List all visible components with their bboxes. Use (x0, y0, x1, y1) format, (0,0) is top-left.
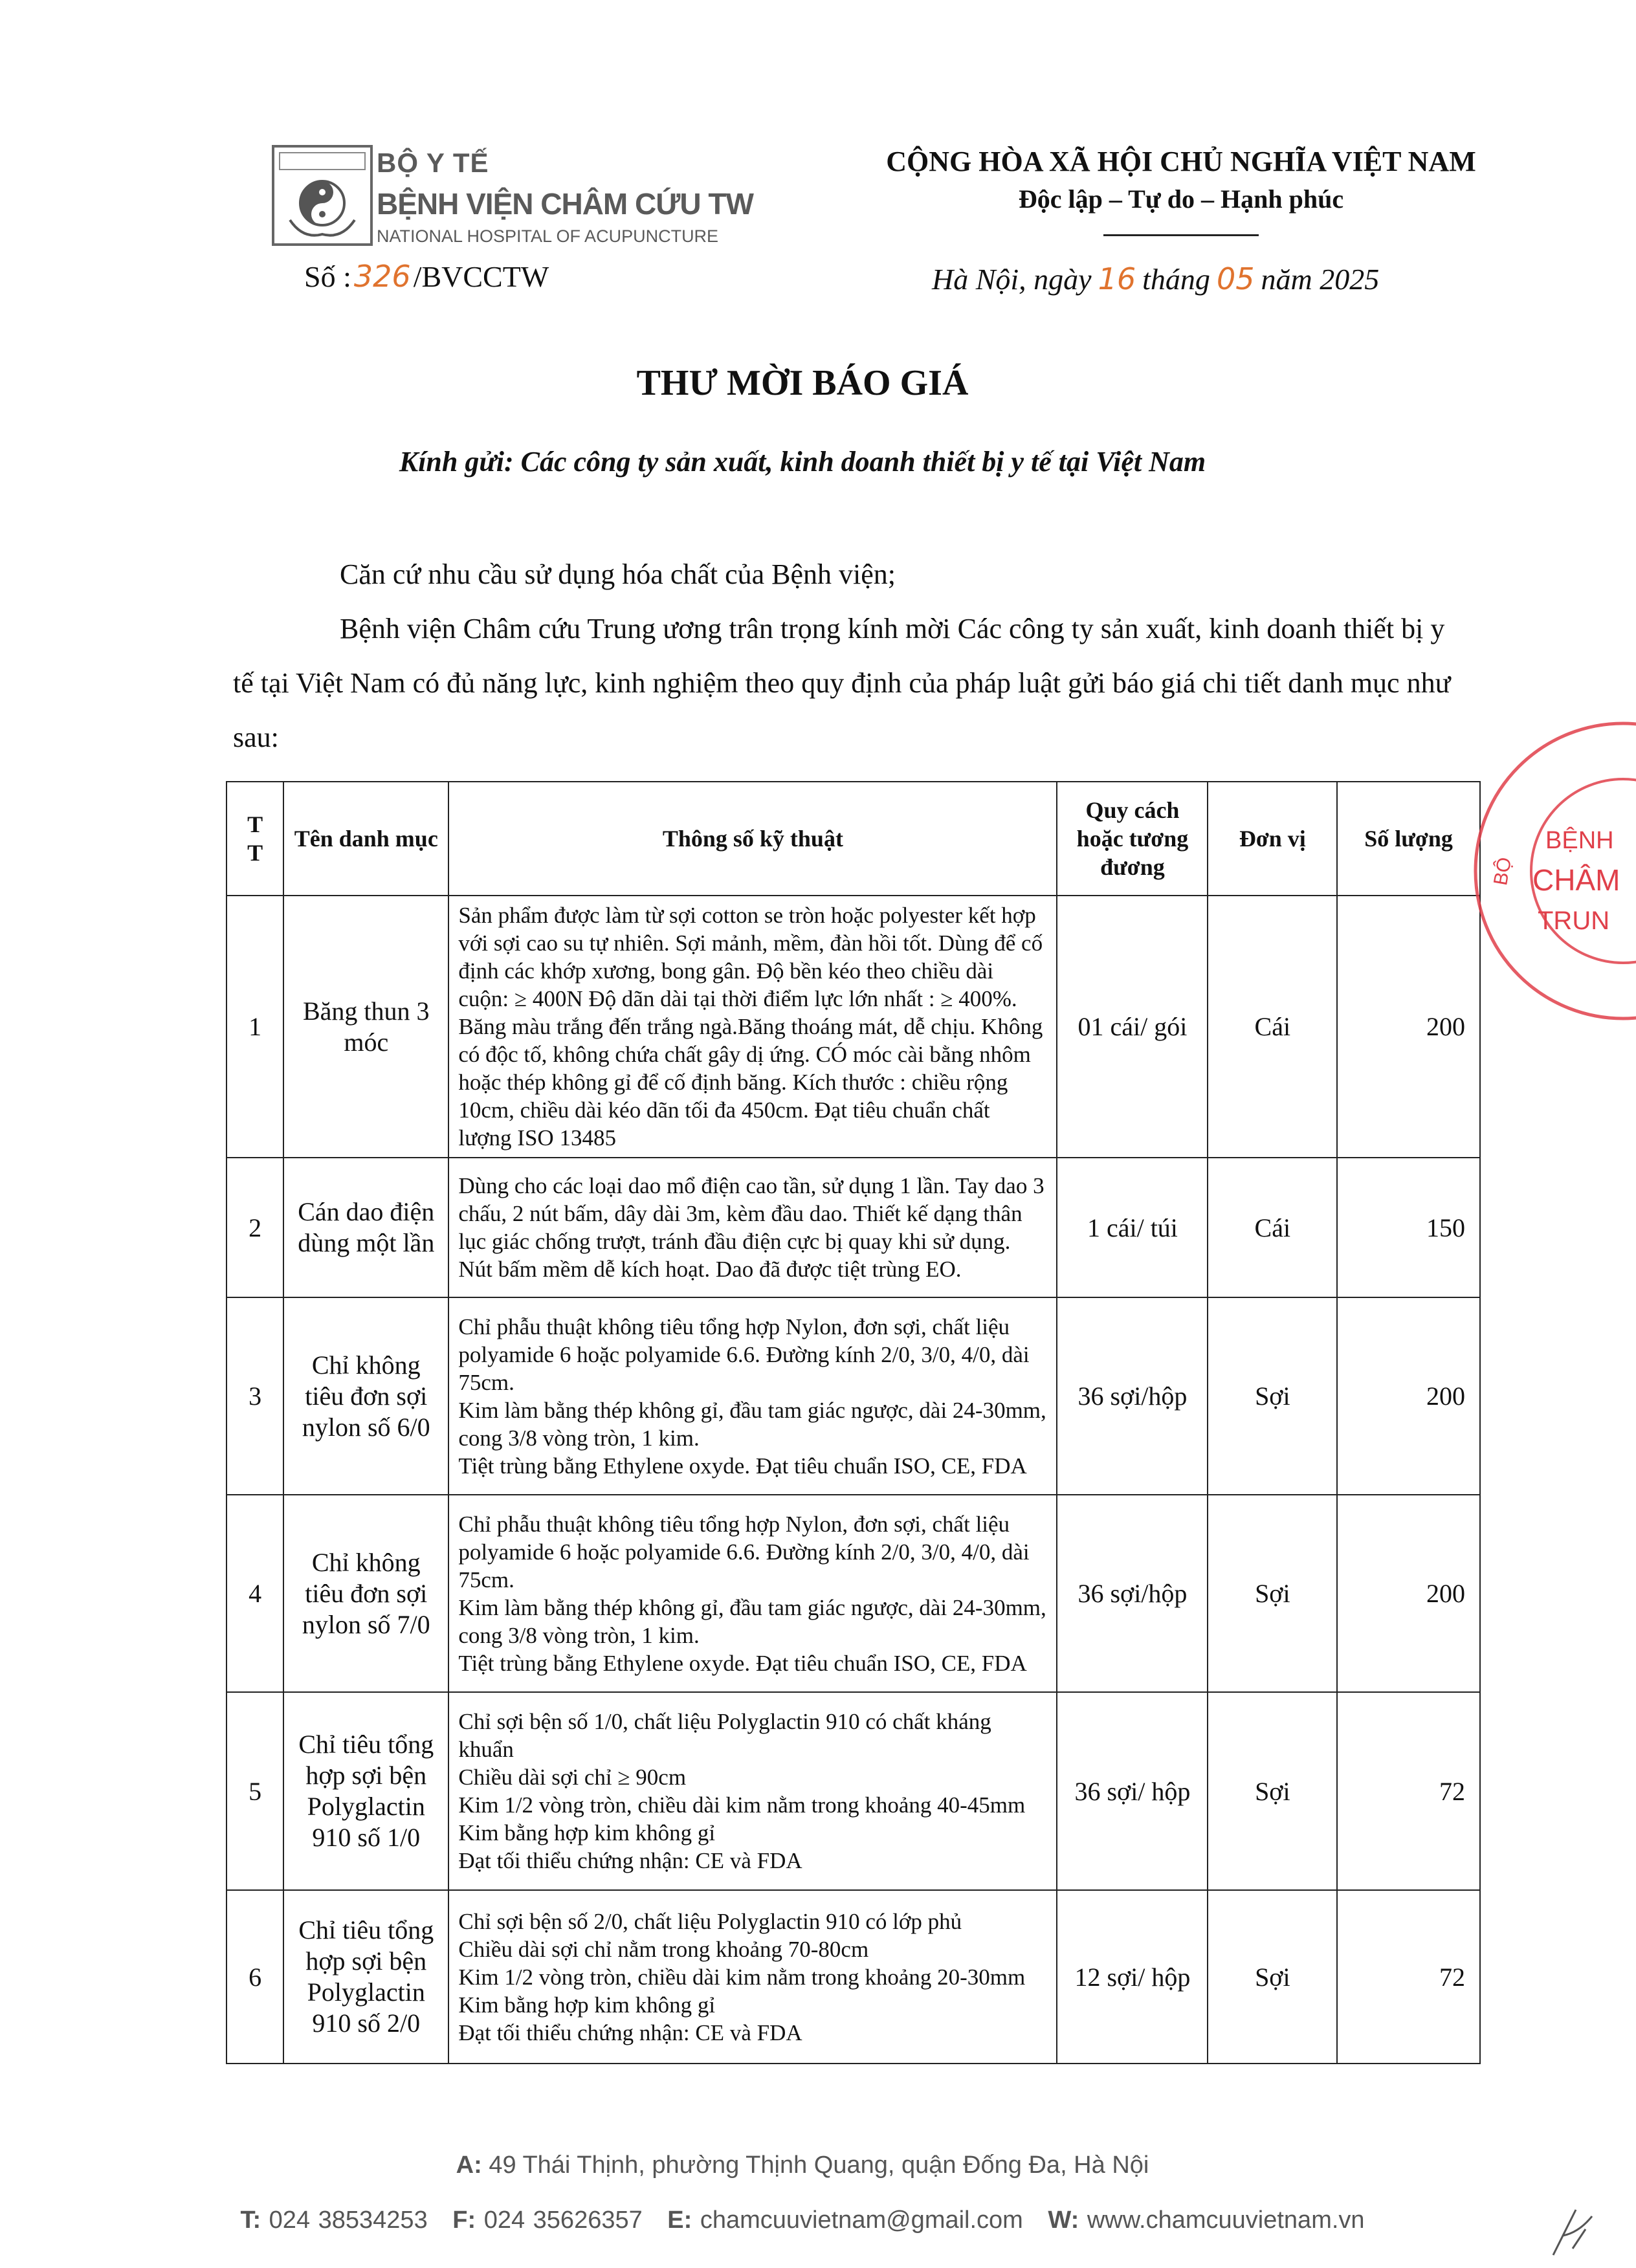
spec-line: Tiệt trùng bằng Ethylene oxyde. Đạt tiêu chuẩn ISO, CE, FDA (458, 1453, 1027, 1479)
national-motto: Độc lập – Tự do – Hạnh phúc (1018, 184, 1344, 214)
row-tt: 5 (227, 1692, 283, 1890)
spec-line: Kim bằng hợp kim không gỉ (458, 1820, 716, 1845)
body-paragraph-1: Căn cứ nhu cầu sử dụng hóa chất của Bệnh viện; (340, 558, 896, 590)
org-hospital-name: BỆNH VIỆN CHÂM CỨU TW (377, 187, 753, 221)
tel-value: 024 38534253 (269, 2207, 428, 2234)
doc-no-suffix: /BVCCTW (413, 260, 549, 293)
row-spec: Sản phẩm được làm từ sợi cotton se tròn hoặc polyester kết hợp với sợi cao su tự nhiên. Sợi mảnh, mềm, đàn hồi tốt. Dùng để cố định các khớp xương, bong gân. Độ bền kéo theo chiều dài cuộn: ≥ 400N Độ dãn dài tại thời điểm lực lớn nhất : ≥ 400%. Băng màu trắng đến trắng ngà.Băng thoáng mát, dễ chịu. Không có độc tố, không chứa chất gây dị ứng. CÓ móc cài bằng nhôm hoặc thép không gỉ để cố định băng. Kích thước : chiều rộng 10cm, chiều dài kéo dãn tối đa 450cm. Đạt tiêu chuẩn chất lượng ISO 13485 (448, 896, 1057, 1158)
spec-line: Kim 1/2 vòng tròn, chiều dài kim nằm trong khoảng 20-30mm (458, 1964, 1026, 1990)
row-name: Chỉ tiêu tổng hợp sợi bện Polyglactin 910 số 2/0 (283, 1890, 448, 2064)
header-qty: Số lượng (1337, 782, 1480, 896)
row-name: Chỉ tiêu tổng hợp sợi bện Polyglactin 910 số 1/0 (283, 1692, 448, 1890)
row-pack: 1 cái/ túi (1057, 1158, 1208, 1297)
row-tt: 2 (227, 1158, 283, 1297)
header-spec: Thông số kỹ thuật (448, 782, 1057, 896)
row-qty: 200 (1337, 896, 1480, 1158)
row-unit: Cái (1208, 1158, 1337, 1297)
spec-line: Đạt tối thiểu chứng nhận: CE và FDA (458, 2020, 802, 2045)
motto-underline (1103, 234, 1259, 236)
row-unit: Cái (1208, 896, 1337, 1158)
document-number (304, 259, 549, 294)
row-tt: 4 (227, 1495, 283, 1692)
spec-line: Chiều dài sợi chỉ ≥ 90cm (458, 1765, 687, 1790)
row-spec (448, 1890, 1057, 2064)
spec-line: Tiệt trùng bằng Ethylene oxyde. Đạt tiêu chuẩn ISO, CE, FDA (458, 1650, 1027, 1676)
row-pack: 01 cái/ gói (1057, 896, 1208, 1158)
row-pack: 36 sợi/hộp (1057, 1495, 1208, 1692)
body-paragraph-2: Bệnh viện Châm cứu Trung ương trân trọng kính mời Các công ty sản xuất, kinh doanh thiết bị y tế tại Việt Nam có đủ năng lực, kinh nghiệm theo quy định của pháp luật gửi báo giá chi tiết danh mục như sau: (233, 613, 1451, 753)
item-table (226, 781, 1481, 2064)
web-label: W: (1048, 2207, 1079, 2234)
initials-signature (1547, 2203, 1598, 2262)
hospital-logo (271, 144, 374, 247)
table-row (227, 896, 1480, 1158)
row-qty: 72 (1337, 1890, 1480, 2064)
row-tt: 3 (227, 1297, 283, 1495)
table-row (227, 1297, 1480, 1495)
document-title: THƯ MỜI BÁO GIÁ (636, 363, 969, 403)
table-row (227, 1158, 1480, 1297)
row-name: Chỉ không tiêu đơn sợi nylon số 7/0 (283, 1495, 448, 1692)
row-unit: Sợi (1208, 1495, 1337, 1692)
header-name: Tên danh mục (283, 782, 448, 896)
seal-text-2: CHÂM (1532, 863, 1620, 897)
seal-text-1: BỆNH (1545, 827, 1614, 854)
table-header-row (227, 782, 1480, 896)
fax-label: F: (452, 2207, 476, 2234)
doc-no-handwritten: 326 (353, 259, 411, 294)
email-value: chamcuuvietnam@gmail.com (700, 2207, 1023, 2234)
row-pack: 12 sợi/ hộp (1057, 1890, 1208, 2064)
footer-address (0, 2152, 1605, 2179)
header-pack: Quy cách hoặc tương đương (1057, 782, 1208, 896)
spec-line: Chỉ sợi bện số 1/0, chất liệu Polyglactin 910 có chất kháng khuẩn (458, 1709, 991, 1762)
address-label: A: (456, 2152, 482, 2179)
date-year: năm 2025 (1261, 263, 1380, 296)
date-month: 05 (1216, 261, 1255, 296)
spec-line: Kim 1/2 vòng tròn, chiều dài kim nằm trong khoảng 40-45mm (458, 1792, 1026, 1818)
table-row (227, 1692, 1480, 1890)
row-tt: 1 (227, 896, 283, 1158)
date-place: Hà Nội, ngày (932, 263, 1092, 296)
row-spec: Dùng cho các loại dao mổ điện cao tần, sử dụng 1 lần. Tay dao 3 chấu, 2 nút bấm, dây dài 3m, kèm đầu dao. Thiết kế dạng thân lục giác chống trượt, tránh đầu điện cực bị quay khi sử dụng. Nút bấm mềm dễ kích hoạt. Dao đã được tiệt trùng EO. (448, 1158, 1057, 1297)
spec-line: Chỉ sợi bện số 2/0, chất liệu Polyglactin 910 có lớp phủ (458, 1908, 962, 1934)
org-ministry: BỘ Y TẾ (377, 148, 489, 178)
row-qty: 200 (1337, 1297, 1480, 1495)
recipient-line: Kính gửi: Các công ty sản xuất, kinh doanh thiết bị y tế tại Việt Nam (399, 446, 1206, 478)
doc-no-prefix: Số : (304, 260, 351, 293)
row-unit: Sợi (1208, 1692, 1337, 1890)
place-date (932, 261, 1379, 296)
footer-contacts (0, 2207, 1605, 2234)
row-spec (448, 1297, 1057, 1495)
row-unit: Sợi (1208, 1297, 1337, 1495)
row-pack: 36 sợi/ hộp (1057, 1692, 1208, 1890)
spec-line: Chỉ phẫu thuật không tiêu tổng hợp Nylon, đơn sợi, chất liệu polyamide 6 hoặc polyamide 6.6. Đường kính 2/0, 3/0, 4/0, dài 75cm. (458, 1314, 1030, 1395)
row-spec (448, 1495, 1057, 1692)
spec-line: Chỉ phẫu thuật không tiêu tổng hợp Nylon, đơn sợi, chất liệu polyamide 6 hoặc polyamide 6.6. Đường kính 2/0, 3/0, 4/0, dài 75cm. (458, 1511, 1030, 1592)
spec-line: Kim làm bằng thép không gỉ, đầu tam giác ngược, dài 24-30mm, cong 3/8 vòng tròn, 1 kim. (458, 1594, 1046, 1648)
address-value: 49 Thái Thịnh, phường Thịnh Quang, quận Đống Đa, Hà Nội (489, 2152, 1149, 2179)
national-title: CỘNG HÒA XÃ HỘI CHỦ NGHĨA VIỆT NAM (886, 146, 1476, 177)
table-row (227, 1495, 1480, 1692)
tel-label: T: (240, 2207, 261, 2234)
official-seal-stamp (1468, 703, 1636, 1039)
spec-line: Đạt tối thiểu chứng nhận: CE và FDA (458, 1848, 802, 1873)
row-name: Cán dao điện dùng một lần (283, 1158, 448, 1297)
row-qty: 72 (1337, 1692, 1480, 1890)
fax-value: 024 35626357 (483, 2207, 643, 2234)
spec-line: Kim bằng hợp kim không gỉ (458, 1992, 716, 2018)
row-name: Băng thun 3 móc (283, 896, 448, 1158)
date-day: 16 (1098, 261, 1136, 296)
spec-line: Kim làm bằng thép không gỉ, đầu tam giác ngược, dài 24-30mm, cong 3/8 vòng tròn, 1 kim. (458, 1397, 1046, 1451)
row-pack: 36 sợi/hộp (1057, 1297, 1208, 1495)
header-tt: T T (227, 782, 283, 896)
row-tt: 6 (227, 1890, 283, 2064)
seal-text-3: TRUN (1538, 907, 1610, 935)
web-value: www.chamcuuvietnam.vn (1087, 2207, 1365, 2234)
row-unit: Sợi (1208, 1890, 1337, 2064)
org-hospital-english: NATIONAL HOSPITAL OF ACUPUNCTURE (377, 226, 719, 246)
email-label: E: (667, 2207, 692, 2234)
row-name: Chỉ không tiêu đơn sợi nylon số 6/0 (283, 1297, 448, 1495)
header-unit: Đơn vị (1208, 782, 1337, 896)
row-spec (448, 1692, 1057, 1890)
date-month-label: tháng (1142, 263, 1210, 296)
row-qty: 200 (1337, 1495, 1480, 1692)
seal-text-4: BỘ (1490, 855, 1516, 887)
row-qty: 150 (1337, 1158, 1480, 1297)
table-row (227, 1890, 1480, 2064)
spec-line: Chiều dài sợi chỉ nằm trong khoảng 70-80cm (458, 1936, 869, 1962)
